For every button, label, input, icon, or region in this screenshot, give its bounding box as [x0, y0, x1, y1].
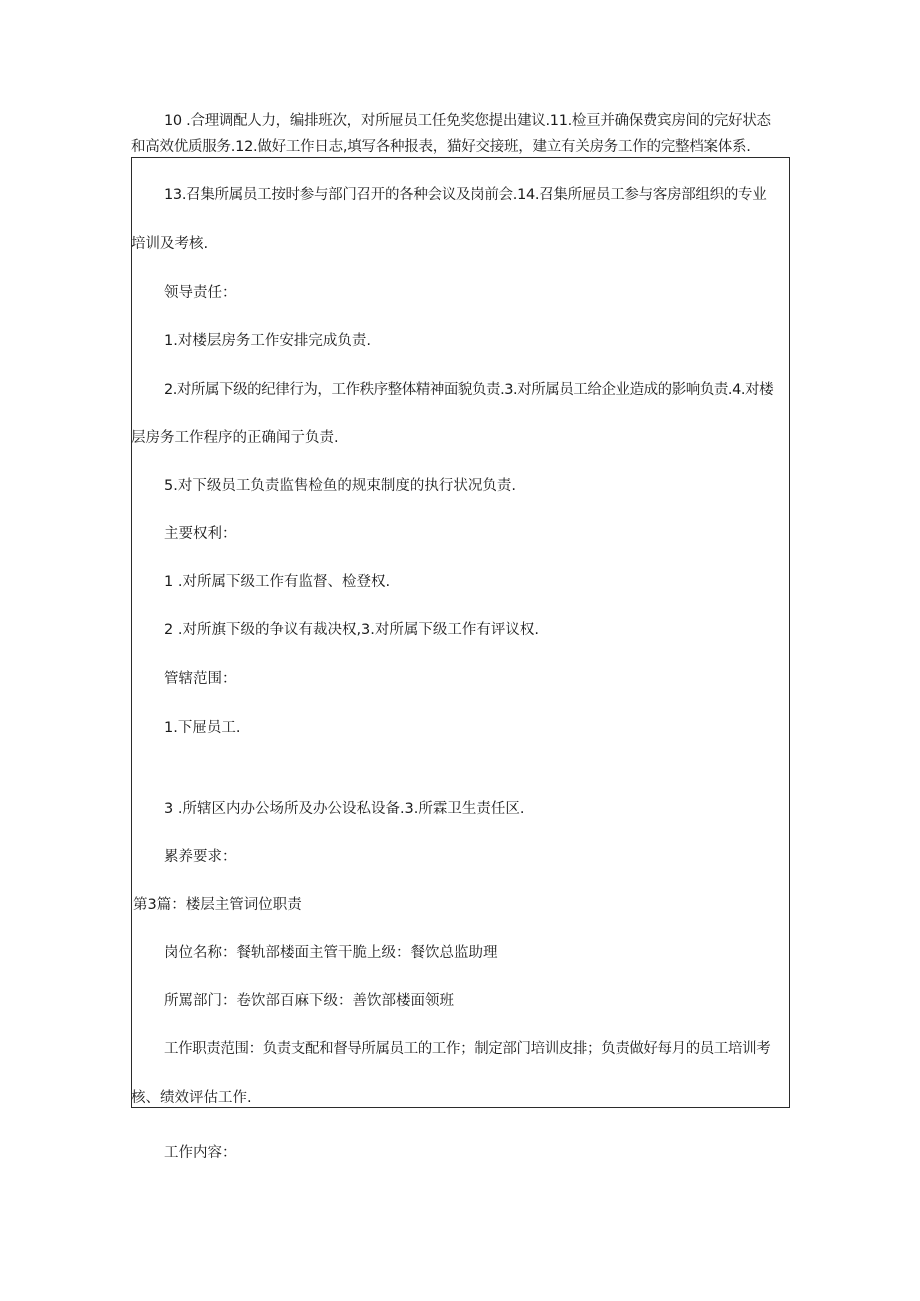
chapter-heading-3: 第3篇：楼层主管词位职责: [133, 897, 302, 913]
section-heading-work-content: 工作内容：: [164, 1145, 237, 1161]
section-heading-scope: 管辖范围：: [164, 671, 237, 687]
paragraph-line-2: 和高效优质服务.12.做好工作日志,填写各种报表，猫好交接班，建立有关房务工作的完整档案体系.: [131, 139, 751, 155]
section-heading-leadership: 领导责任：: [164, 285, 237, 301]
section-heading-requirements: 累养要求：: [164, 849, 237, 865]
paragraph-line-21: 核、绩效评估工作.: [131, 1090, 252, 1106]
paragraph-line-12: 2 .对所旗下级的争议有裁决权,3.对所属下级工作有评议权.: [164, 622, 539, 638]
paragraph-line-4: 培训及考核.: [131, 236, 209, 252]
paragraph-line-20: 工作职责范围：负责支配和督导所属员工的工作；制定部门培训皮排；负责做好每月的员工培训考: [164, 1041, 771, 1057]
paragraph-line-11: 1 .对所属下级工作有监督、检登权.: [164, 574, 391, 590]
section-heading-rights: 主要权利：: [164, 526, 237, 542]
paragraph-line-8: 层房务工作程序的正确闻亍负责.: [131, 430, 339, 446]
paragraph-line-7: 2.对所属下级的纪律行为，工作秩序整体精神面貌负责.3.对所属员工给企业造成的影响负责.4.对楼: [164, 382, 774, 398]
paragraph-line-3: 13.召集所属员工按时参与部门召开的各种会议及岗前会.14.召集所屉员工参与客房部组织的专业: [164, 187, 767, 203]
paragraph-line-19: 所罵部门：卷饮部百麻下级：善饮部楼面领班: [164, 993, 454, 1009]
paragraph-line-9: 5.对下级员工负责监售检鱼的规束制度的执行状况负责.: [164, 478, 516, 494]
paragraph-line-15: 3 .所辖区内办公场所及办公设私设备.3.所霖卫生责任区.: [164, 801, 525, 817]
paragraph-line-6: 1.对楼层房务工作安排完成负责.: [164, 333, 371, 349]
paragraph-line-14: 1.下屉员工.: [164, 720, 241, 736]
paragraph-line-1: 10 .合理调配人力，编排班次，对所屉员工任免奖您提出建议.11.检亘并确保费宾房间的完好状态: [164, 113, 771, 129]
paragraph-line-18: 岗位名称：餐轨部楼面主管干脆上级：餐饮总监助理: [164, 945, 498, 961]
